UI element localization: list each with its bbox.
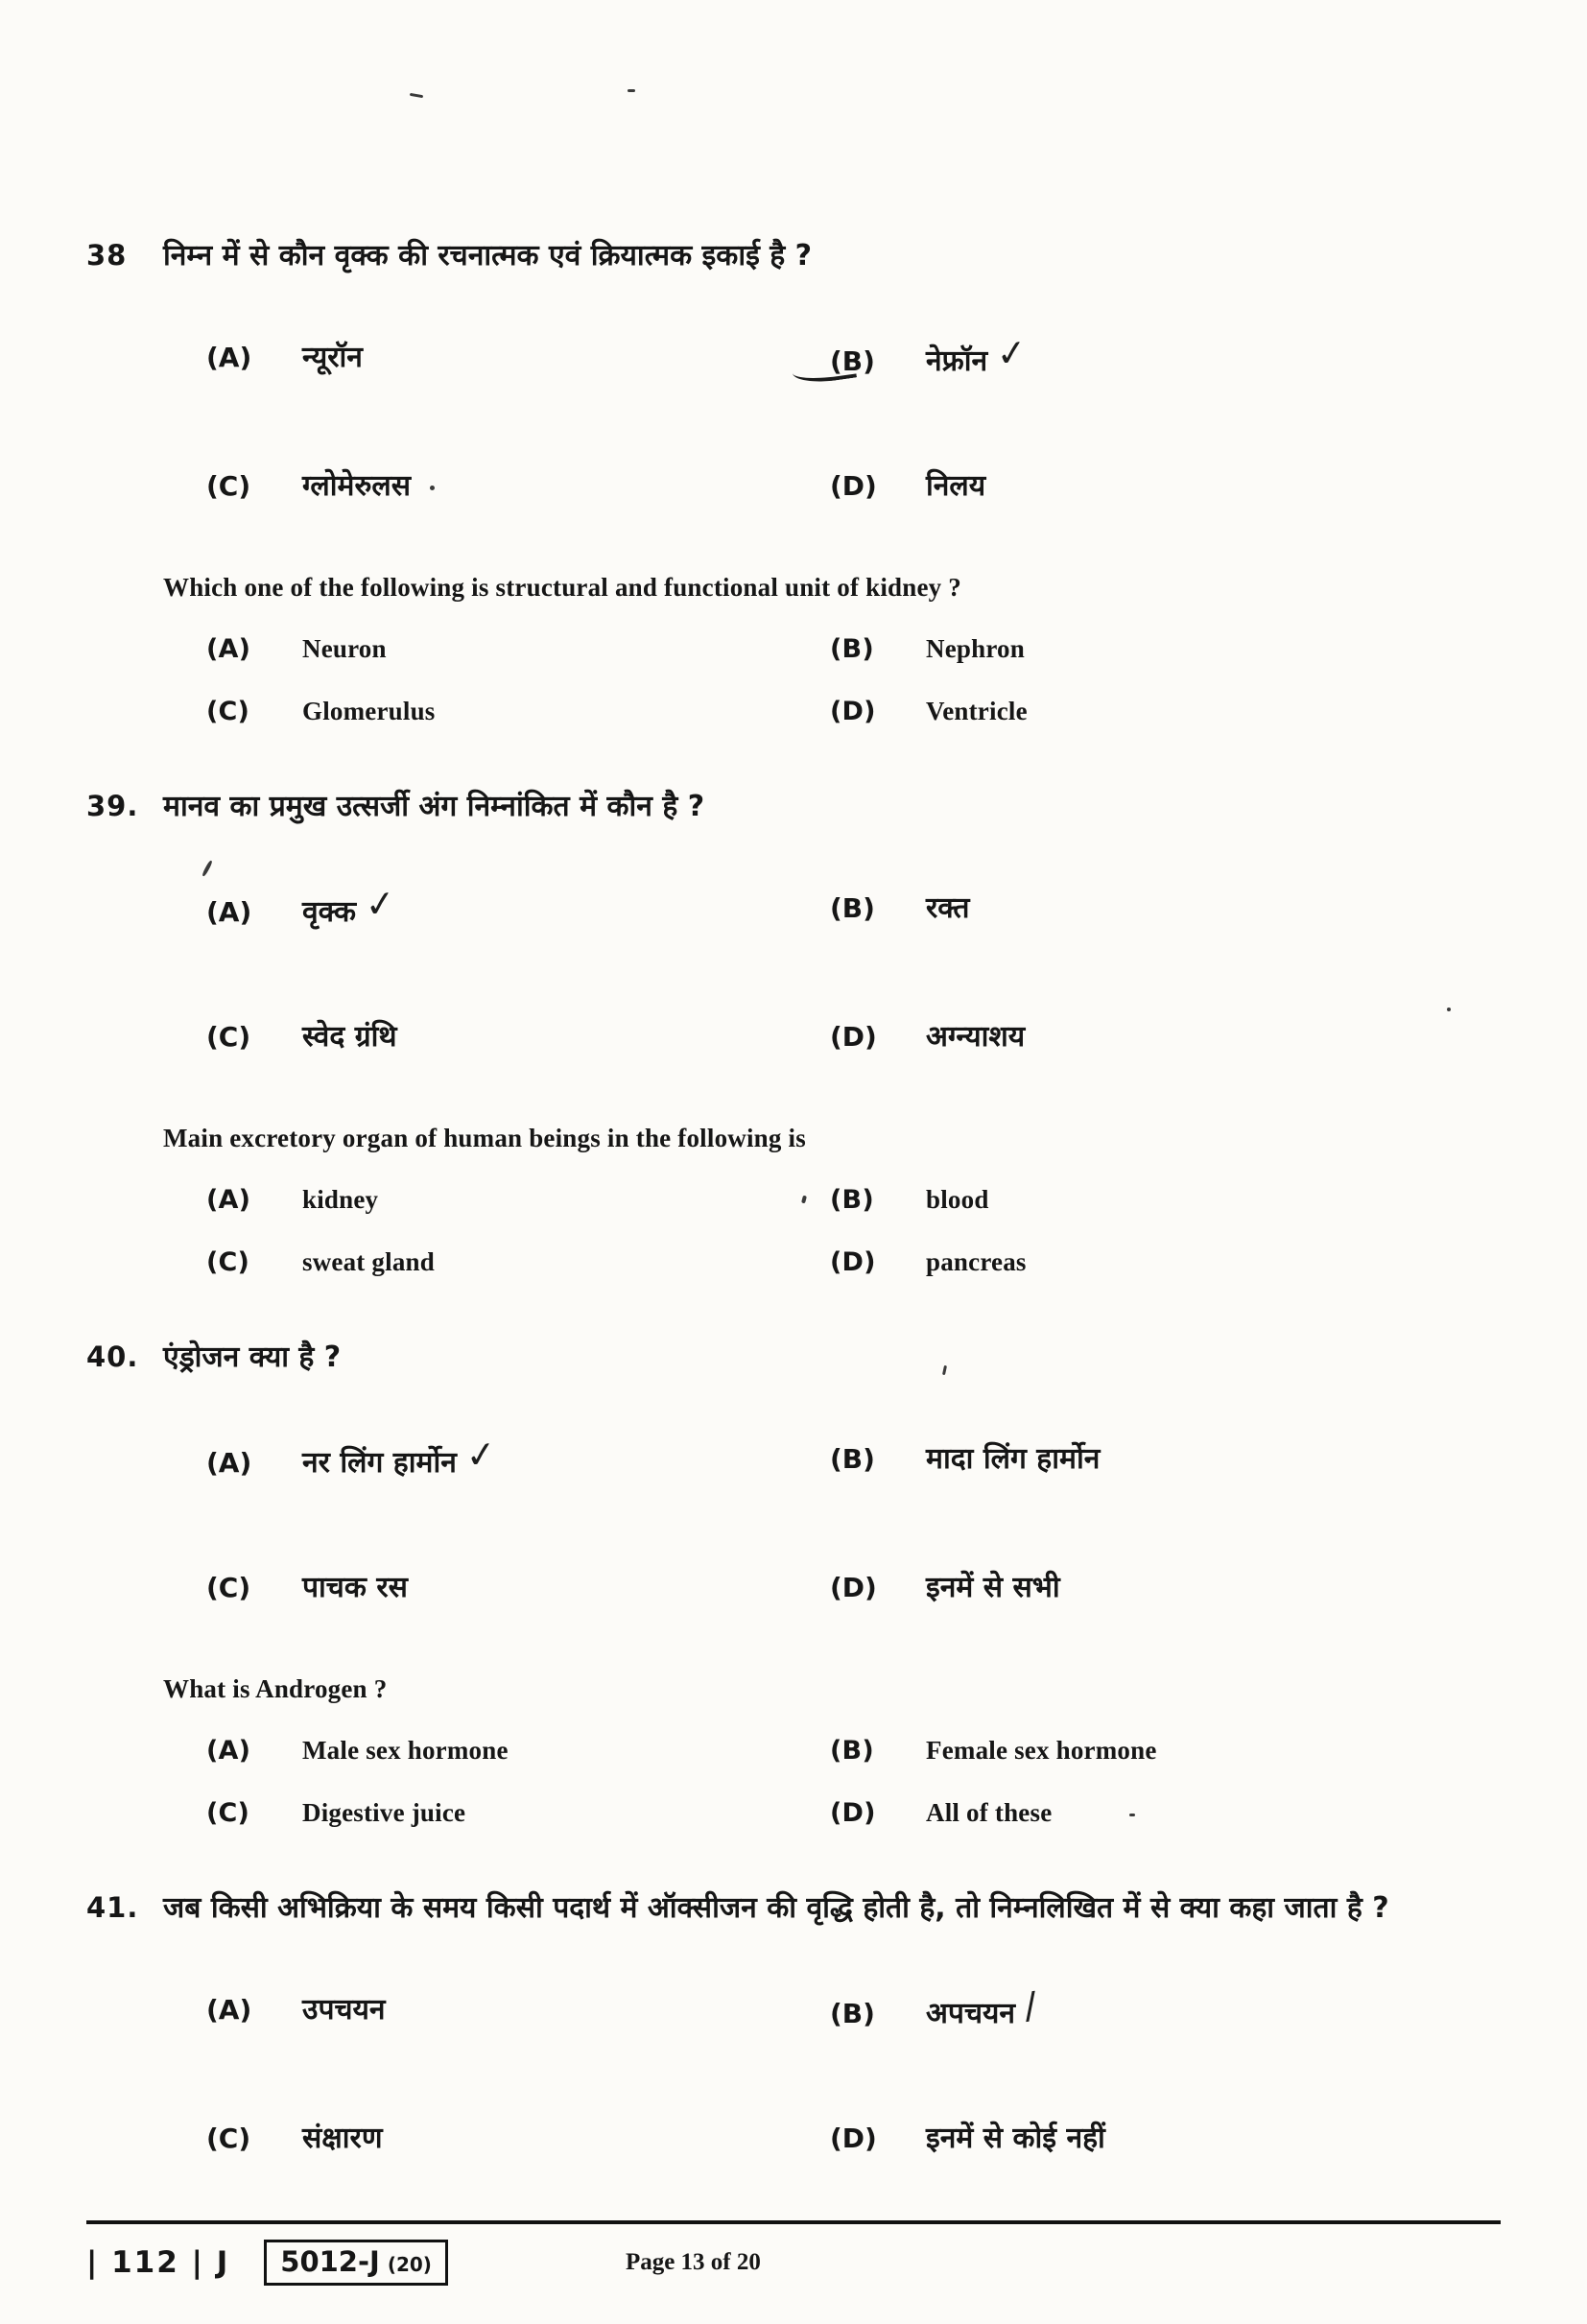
option-A bbox=[206, 1973, 830, 2051]
option-A bbox=[206, 320, 830, 399]
option-text: नर लिंग हार्मोन bbox=[302, 1446, 457, 1480]
question-text-hindi: मानव का प्रमुख उत्सर्जी अंग निम्नांकित में कौन है ? bbox=[163, 790, 705, 823]
question-text-english: What is Androgen ? bbox=[163, 1674, 388, 1703]
option-label: (B) bbox=[830, 1998, 875, 2029]
question-text-hindi: जब किसी अभिक्रिया के समय किसी पदार्थ में ऑक्सीजन की वृद्धि होती है, तो निम्नलिखित में से क्या कहा जाता है ? bbox=[163, 1891, 1389, 1925]
option-text: निलय bbox=[926, 469, 986, 503]
option-text: All of these bbox=[926, 1798, 1053, 1827]
page-footer bbox=[86, 2220, 1501, 2286]
option-label: (C) bbox=[206, 1572, 251, 1603]
option-label: (C) bbox=[206, 470, 251, 502]
option-D bbox=[830, 692, 1501, 731]
question-number: 38 bbox=[86, 239, 128, 272]
options-grid bbox=[206, 1422, 1501, 1625]
question-block bbox=[86, 1871, 1501, 2176]
options-grid bbox=[206, 1973, 1501, 2176]
option-label: (B) bbox=[830, 1443, 875, 1475]
question-block bbox=[86, 770, 1501, 1282]
scan-artifact bbox=[1447, 1008, 1451, 1011]
option-text: नेफ्रॉन bbox=[926, 344, 988, 378]
option-text: इनमें से कोई नहीं bbox=[926, 2122, 1105, 2155]
option-D bbox=[830, 2101, 1501, 2176]
options-grid bbox=[206, 320, 1501, 524]
option-text: Female sex hormone bbox=[926, 1736, 1157, 1765]
option-text: ग्लोमेरुलस bbox=[302, 469, 412, 503]
option-C bbox=[206, 1793, 830, 1833]
option-C bbox=[206, 449, 830, 524]
options-grid bbox=[206, 1731, 1501, 1833]
option-B bbox=[830, 1731, 1501, 1770]
option-text: Male sex hormone bbox=[302, 1736, 509, 1765]
option-label: (D) bbox=[830, 1021, 877, 1053]
scan-artifact bbox=[430, 486, 435, 490]
question-list bbox=[86, 219, 1501, 2176]
option-B bbox=[830, 629, 1501, 669]
option-A bbox=[206, 629, 830, 669]
option-D bbox=[830, 449, 1501, 524]
option-text: sweat gland bbox=[302, 1247, 435, 1276]
option-B bbox=[830, 1973, 1501, 2051]
question-number: 39. bbox=[86, 790, 139, 822]
option-text: स्वेद ग्रंथि bbox=[302, 1020, 397, 1054]
option-label: (D) bbox=[830, 1572, 877, 1603]
scan-artifact bbox=[628, 89, 635, 92]
option-C bbox=[206, 2101, 830, 2176]
option-label: (D) bbox=[830, 697, 876, 726]
option-text: Glomerulus bbox=[302, 697, 436, 725]
option-text: वृक्क bbox=[302, 895, 357, 929]
option-A bbox=[206, 871, 830, 950]
option-label: (A) bbox=[206, 342, 252, 373]
option-label: (D) bbox=[830, 2122, 877, 2154]
option-label: (B) bbox=[830, 634, 874, 664]
question-header bbox=[86, 1871, 1501, 1946]
option-text: kidney bbox=[302, 1185, 379, 1214]
question-block bbox=[86, 1320, 1501, 1833]
option-text: अपचयन bbox=[926, 1997, 1016, 2030]
option-text: blood bbox=[926, 1185, 989, 1214]
option-label: (D) bbox=[830, 1247, 876, 1277]
scan-artifact bbox=[410, 93, 423, 98]
option-C bbox=[206, 1551, 830, 1625]
options-grid bbox=[206, 871, 1501, 1075]
option-label: (A) bbox=[206, 634, 251, 664]
option-label: (D) bbox=[830, 1798, 876, 1828]
question-header bbox=[86, 219, 1501, 294]
option-label: (C) bbox=[206, 2122, 251, 2154]
option-text: पाचक रस bbox=[302, 1571, 408, 1604]
option-text: रक्त bbox=[926, 891, 970, 925]
option-label: (A) bbox=[206, 896, 252, 928]
paper-code-box bbox=[264, 2240, 448, 2286]
option-label: (B) bbox=[830, 345, 875, 377]
options-grid bbox=[206, 1180, 1501, 1282]
option-D bbox=[830, 1551, 1501, 1625]
option-text: इनमें से सभी bbox=[926, 1571, 1060, 1604]
option-text: संक्षारण bbox=[302, 2122, 383, 2155]
option-label: (A) bbox=[206, 1994, 252, 2026]
option-A bbox=[206, 1422, 830, 1501]
option-B bbox=[830, 1422, 1501, 1501]
option-label: (B) bbox=[830, 1736, 874, 1766]
question-text-hindi: निम्न में से कौन वृक्क की रचनात्मक एवं क्रियात्मक इकाई है ? bbox=[163, 239, 813, 273]
option-label: (A) bbox=[206, 1736, 251, 1766]
scan-artifact bbox=[1129, 1814, 1135, 1816]
option-label: (C) bbox=[206, 1798, 250, 1828]
option-text: उपचयन bbox=[302, 1993, 386, 2027]
option-label: (B) bbox=[830, 892, 875, 924]
booklet-code: | 112 | J bbox=[86, 2245, 230, 2280]
option-label: (C) bbox=[206, 697, 250, 726]
question-text-english: Which one of the following is structural and functional unit of kidney ? bbox=[163, 573, 961, 602]
option-text: अग्न्याशय bbox=[926, 1020, 1026, 1054]
question-header bbox=[86, 770, 1501, 844]
question-text-english: Main excretory organ of human beings in the following is bbox=[163, 1124, 806, 1152]
option-label: (B) bbox=[830, 1185, 874, 1215]
option-label: (C) bbox=[206, 1247, 250, 1277]
page-indicator: Page 13 of 20 bbox=[625, 2249, 761, 2275]
question-block bbox=[86, 219, 1501, 731]
answer-checkmark: ∕ bbox=[1022, 1983, 1039, 2028]
option-text: Digestive juice bbox=[302, 1798, 466, 1827]
paper-code: 5012-J bbox=[280, 2245, 380, 2278]
option-text: मादा लिंग हार्मोन bbox=[926, 1442, 1101, 1476]
question-text-hindi: एंड्रोजन क्या है ? bbox=[163, 1340, 342, 1374]
option-D bbox=[830, 1793, 1501, 1833]
option-text: Neuron bbox=[302, 634, 387, 663]
option-B bbox=[830, 320, 1501, 399]
option-D bbox=[830, 1000, 1501, 1075]
question-number: 41. bbox=[86, 1891, 139, 1924]
option-C bbox=[206, 1000, 830, 1075]
answer-checkmark: ✓ bbox=[994, 330, 1030, 376]
option-label: (C) bbox=[206, 1021, 251, 1053]
option-label: (D) bbox=[830, 470, 877, 502]
answer-checkmark: ✓ bbox=[463, 1432, 499, 1478]
option-text: pancreas bbox=[926, 1247, 1027, 1276]
option-D bbox=[830, 1243, 1501, 1282]
question-header bbox=[86, 1320, 1501, 1395]
option-label: (A) bbox=[206, 1185, 251, 1215]
paper-code-suffix: (20) bbox=[387, 2253, 432, 2276]
question-number: 40. bbox=[86, 1340, 139, 1373]
option-text: Nephron bbox=[926, 634, 1025, 663]
option-B bbox=[830, 1180, 1501, 1220]
option-text: Ventricle bbox=[926, 697, 1028, 725]
options-grid bbox=[206, 629, 1501, 731]
option-text: न्यूरॉन bbox=[302, 341, 363, 374]
option-B bbox=[830, 871, 1501, 950]
answer-checkmark: ✓ bbox=[363, 881, 398, 927]
option-A bbox=[206, 1731, 830, 1770]
option-label: (A) bbox=[206, 1447, 252, 1479]
option-C bbox=[206, 1243, 830, 1282]
option-A bbox=[206, 1180, 830, 1220]
option-C bbox=[206, 692, 830, 731]
